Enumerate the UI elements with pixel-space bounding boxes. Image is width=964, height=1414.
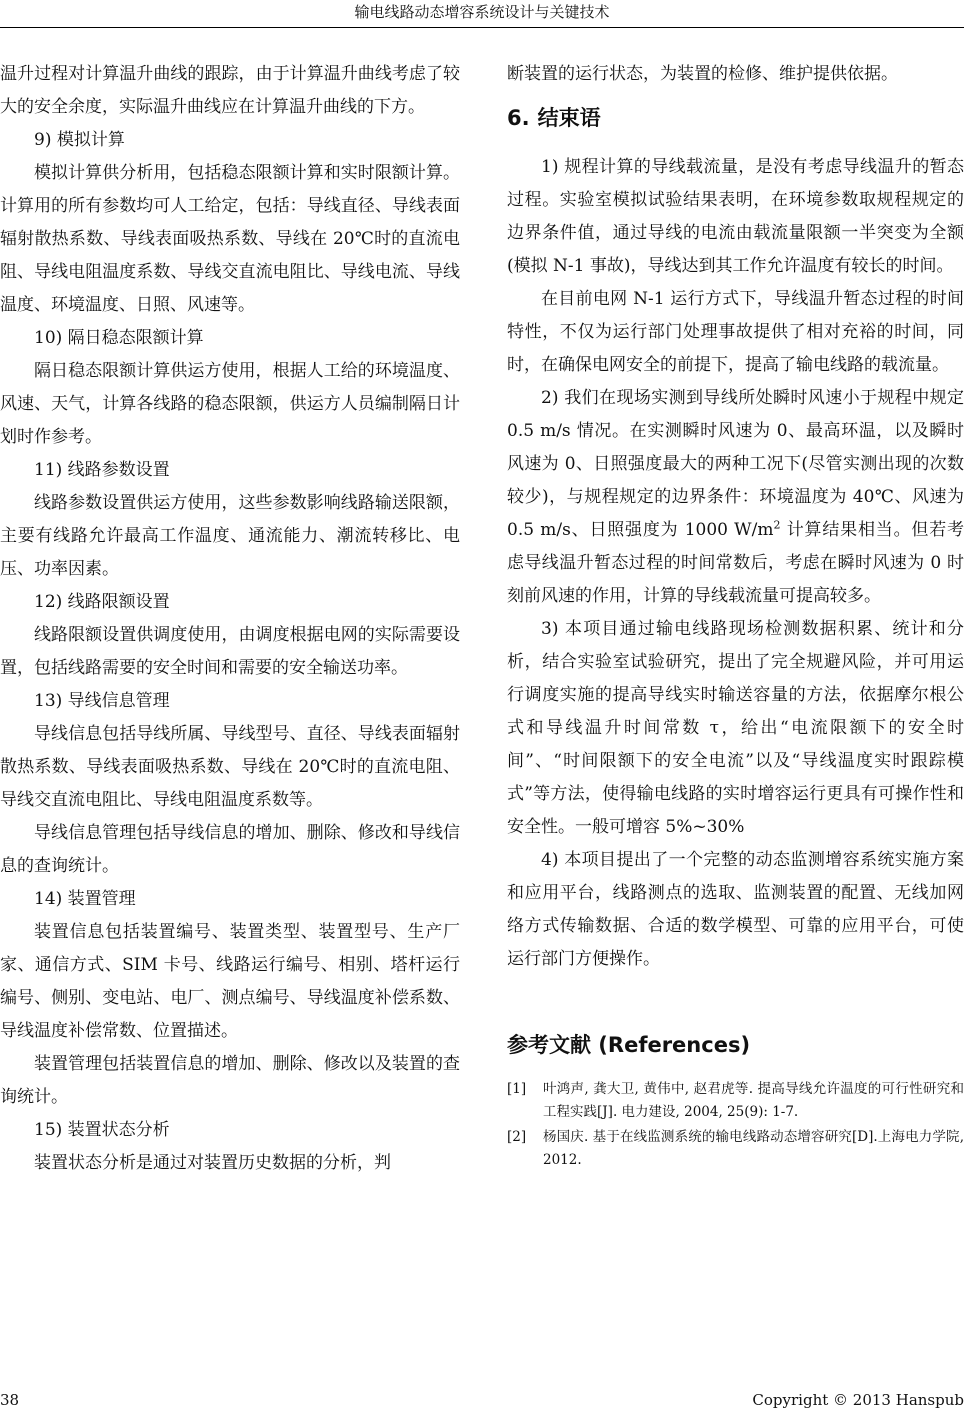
subsection-heading: 12) 线路限额设置 [34, 592, 170, 612]
paragraph: 导线信息管理包括导线信息的增加、删除、修改和导线信息的查询统计。 [0, 823, 460, 876]
paragraph: 模拟计算供分析用，包括稳态限额计算和实时限额计算。计算用的所有参数均可人工给定，包括：导线直径、导线表面辐射散热系数、导线表面吸热系数、导线在 20℃时的直流电阻、导线电阻温度系数、导线交直流电阻比、导线电流、导线温度、环境温度、日照、风速等。 [0, 163, 460, 315]
paragraph: 1) 规程计算的导线载流量，是没有考虑导线温升的暂态过程。实验室模拟试验结果表明，在环境参数取规程规定的边界条件值，通过导线的电流由载流量限额一半突变为全额(模拟 N-1 事故)，导线达到其工作允许温度有较长的时间。 [507, 157, 964, 276]
reference-text: 叶鸿声, 龚大卫, 黄伟中, 赵君虎等. 提高导线允许温度的可行性研究和工程实践[J]. 电力建设, 2004, 25(9): 1-7. [543, 1081, 964, 1120]
references-heading: 参考文献 (References) [507, 1033, 751, 1057]
subsection-heading: 9) 模拟计算 [34, 130, 125, 150]
header-rule [0, 27, 964, 28]
subsection-heading: 10) 隔日稳态限额计算 [34, 328, 204, 348]
paragraph: 线路限额设置供调度使用，由调度根据电网的实际需要设置，包括线路需要的安全时间和需要的安全输送功率。 [0, 625, 460, 678]
paragraph-text: 2) 我们在现场实测到导线所处瞬时风速小于规程中规定 0.5 m/s 情况。在实测瞬时风速为 0、最高环温，以及瞬时风速为 0、日照强度最大的两种工况下(尽管实测出现的次数较少)，与规程规定的边界条件：环境温度为 40℃、风速为 0.5 m/s、日照强度为 1000 W/m [507, 388, 964, 540]
left-column [0, 58, 460, 1180]
page-number: 38 [0, 1391, 20, 1409]
reference-text: 杨国庆. 基于在线监测系统的输电线路动态增容研究[D].上海电力学院, 2012. [543, 1129, 964, 1168]
paragraph: 装置状态分析是通过对装置历史数据的分析，判 [34, 1153, 391, 1173]
paragraph-text: 计算结果相当。但若考虑导线温升暂态过程的时间常数后，考虑在瞬时风速为 0 时刻前风速的作用，计算的导线载流量可提高较多。 [507, 520, 964, 606]
reference-tag: [1] [507, 1081, 527, 1097]
paragraph: 装置信息包括装置编号、装置类型、装置型号、生产厂家、通信方式、SIM 卡号、线路运行编号、相别、塔杆运行编号、侧别、变电站、电厂、测点编号、导线温度补偿系数、导线温度补偿常数、位置描述。 [0, 922, 460, 1041]
reference-item [507, 1078, 964, 1124]
subsection-heading: 13) 导线信息管理 [34, 691, 170, 711]
subsection-heading: 15) 装置状态分析 [34, 1120, 170, 1140]
paragraph: 4) 本项目提出了一个完整的动态监测增容系统实施方案和应用平台，线路测点的选取、监测装置的配置、无线加网络方式传输数据、合适的数学模型、可靠的应用平台，可使运行部门方便操作。 [507, 850, 964, 969]
reference-tag: [2] [507, 1129, 527, 1145]
superscript: 2 [773, 518, 781, 532]
paragraph: 导线信息包括导线所属、导线型号、直径、导线表面辐射散热系数、导线表面吸热系数、导线在 20℃时的直流电阻、导线交直流电阻比、导线电阻温度系数等。 [0, 724, 460, 810]
paragraph: 3) 本项目通过输电线路现场检测数据积累、统计和分析，结合实验室试验研究，提出了完全规避风险，并可用运行调度实施的提高导线实时输送容量的方法，依据摩尔根公式和导线温升时间常数 τ，给出“电流限额下的安全时间”、“时间限额下的安全电流”以及“导线温度实时跟踪模式”等方法，使得输电线路的实时增容运行更具有可操作性和安全性。一般可增容 5%~30% [507, 619, 964, 837]
paragraph: 在目前电网 N-1 运行方式下，导线温升暂态过程的时间特性，不仅为运行部门处理事故提供了相对充裕的时间，同时，在确保电网安全的前提下，提高了输电线路的载流量。 [507, 289, 964, 375]
subsection-heading: 11) 线路参数设置 [34, 460, 170, 480]
continued-paragraph: 断装置的运行状态，为装置的检修、维护提供依据。 [507, 64, 898, 84]
paragraph: 隔日稳态限额计算供运方使用，根据人工给的环境温度、风速、天气，计算各线路的稳态限额，供运方人员编制隔日计划时作参考。 [0, 361, 460, 447]
paragraph [507, 382, 964, 613]
running-header: 输电线路动态增容系统设计与关键技术 [354, 3, 610, 21]
paragraph: 温升过程对计算温升曲线的跟踪，由于计算温升曲线考虑了较大的安全余度，实际温升曲线应在计算温升曲线的下方。 [0, 64, 460, 117]
section-number: 6. [507, 106, 530, 130]
section-title: 结束语 [537, 106, 601, 130]
paragraph: 装置管理包括装置信息的增加、删除、修改以及装置的查询统计。 [0, 1054, 460, 1107]
copyright-notice: Copyright © 2013 Hanspub [752, 1391, 964, 1409]
right-column [507, 58, 964, 1174]
reference-item [507, 1126, 964, 1172]
section-heading [507, 103, 964, 133]
subsection-heading: 14) 装置管理 [34, 889, 136, 909]
paragraph: 线路参数设置供运方使用，这些参数影响线路输送限额，主要有线路允许最高工作温度、通流能力、潮流转移比、电压、功率因素。 [0, 493, 460, 579]
